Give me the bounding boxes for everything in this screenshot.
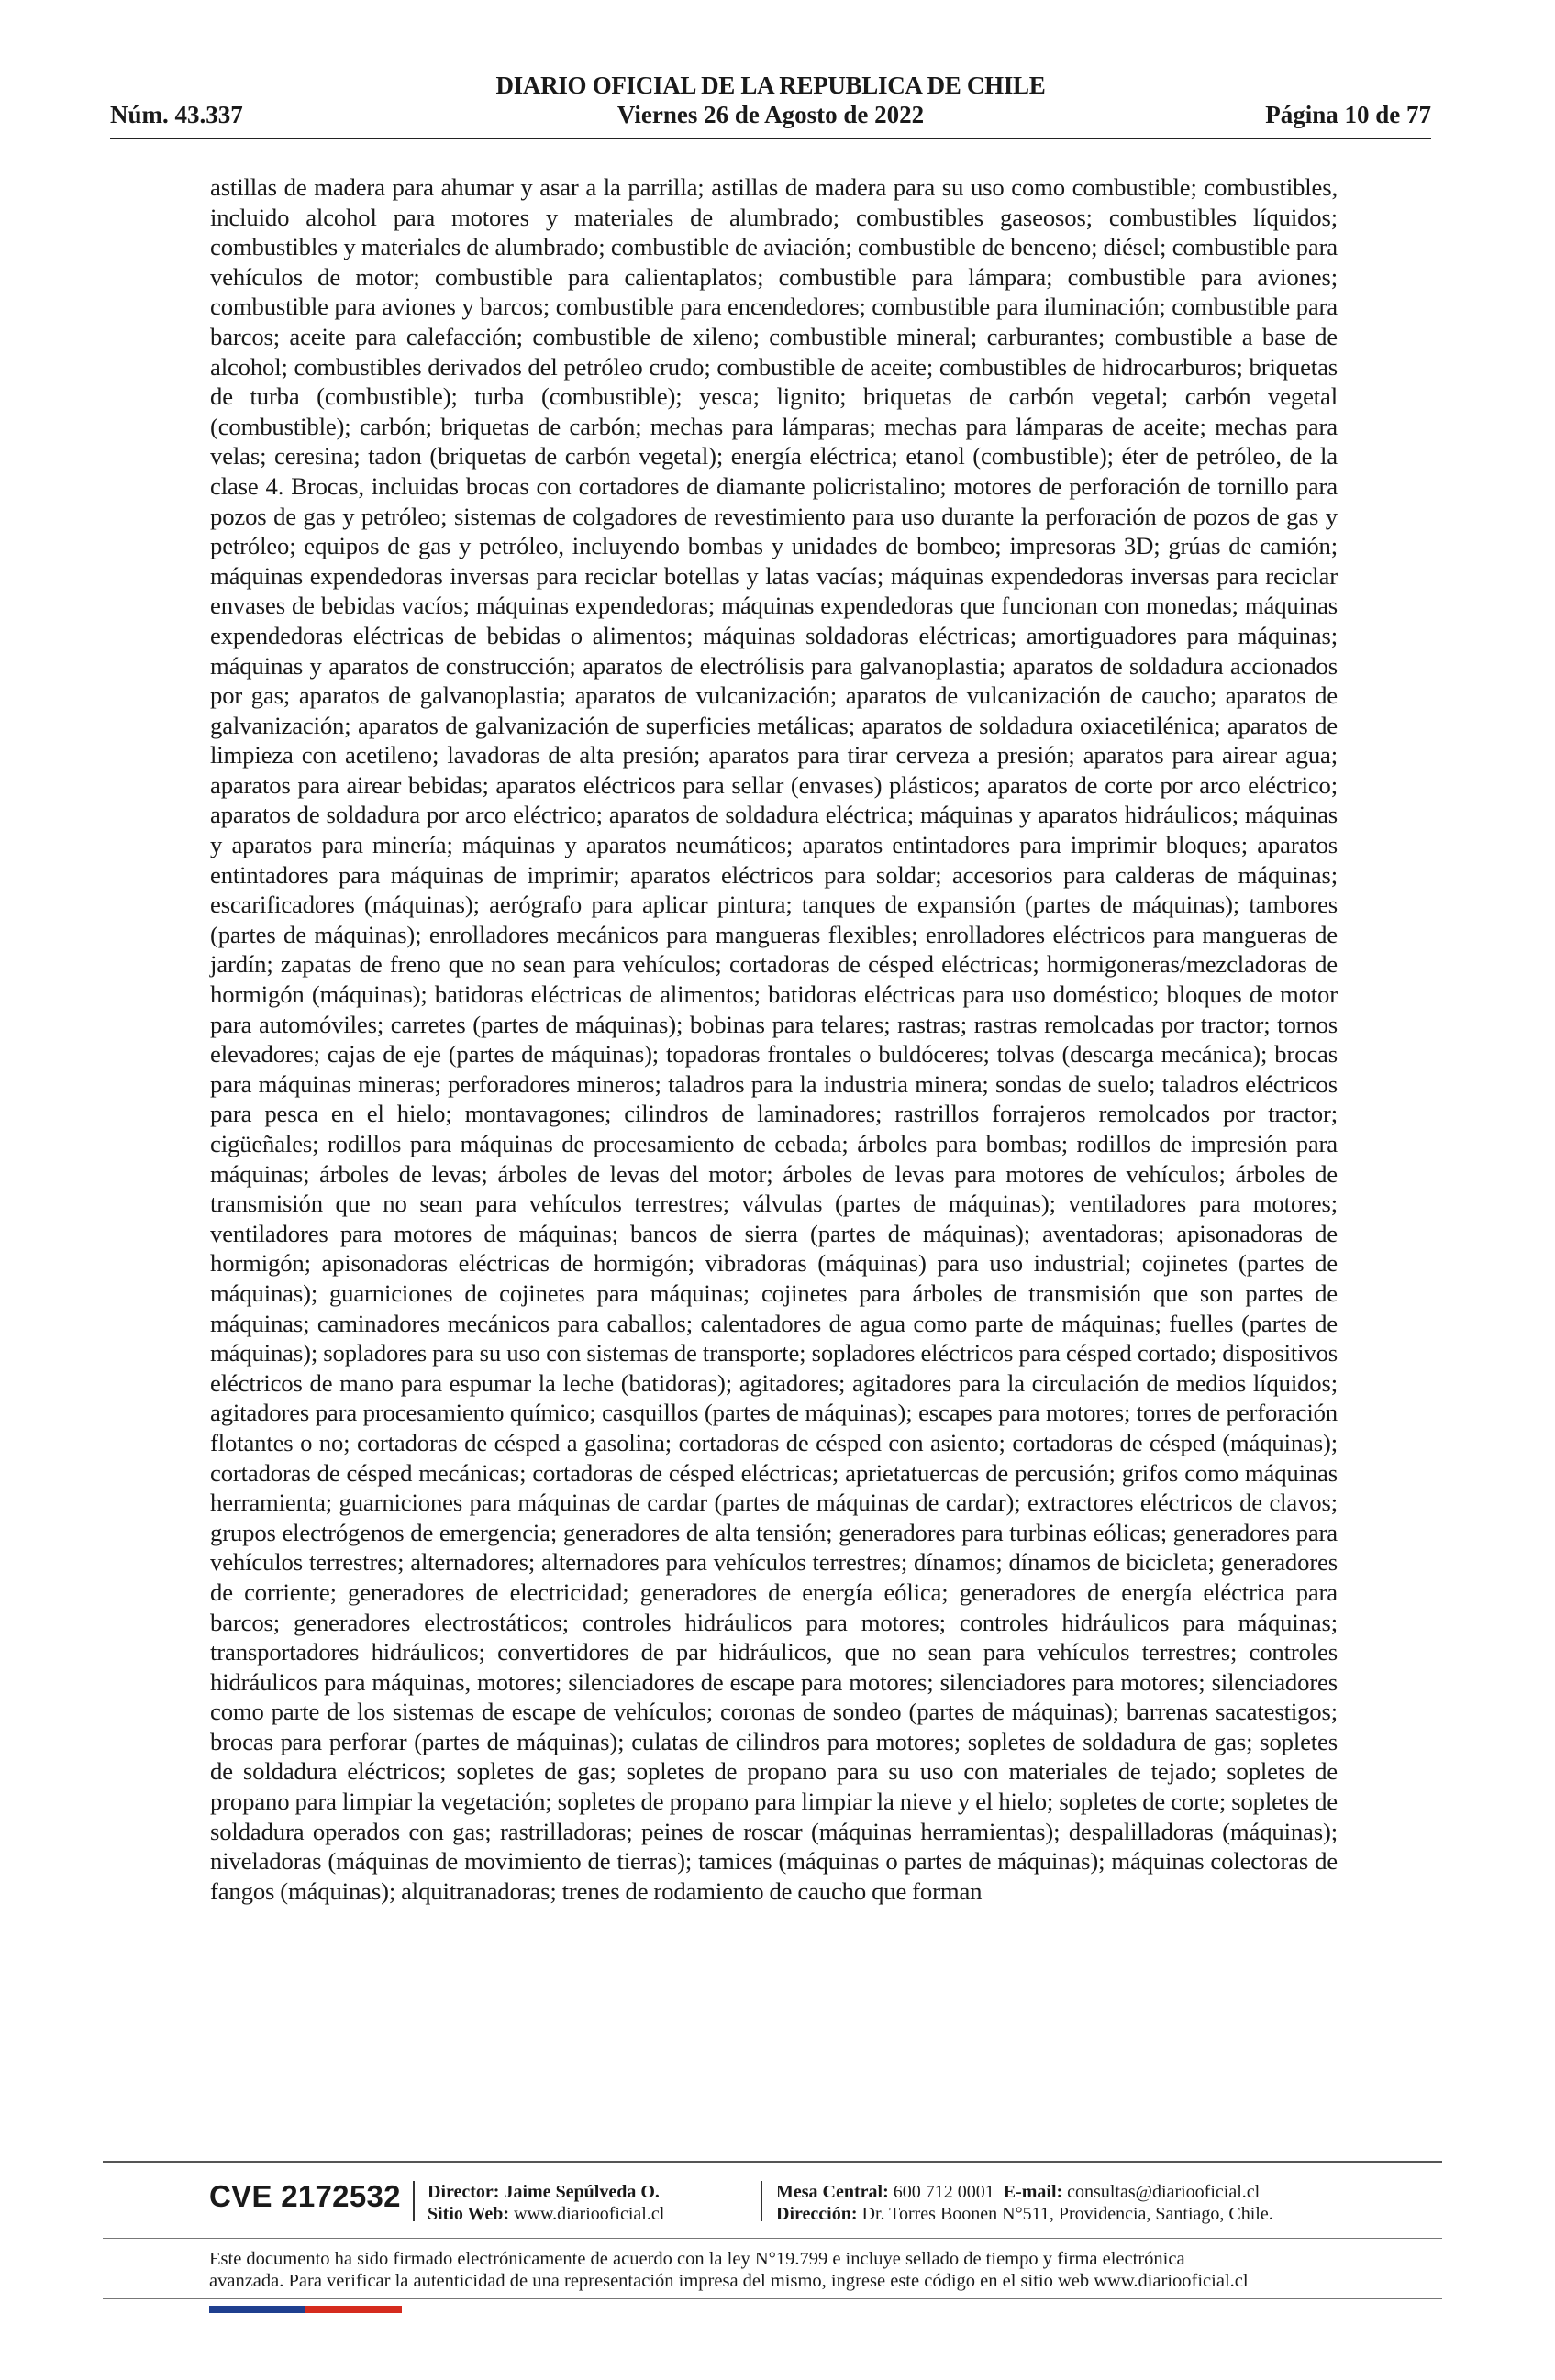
footer-divider-top (103, 2161, 1442, 2163)
website-link[interactable]: www.diariooficial.cl (514, 2204, 665, 2224)
issue-date: Viernes 26 de Agosto de 2022 (616, 101, 925, 128)
phone-label: Mesa Central: (776, 2182, 889, 2202)
page-header (110, 64, 1431, 138)
footer-divider-bottom (103, 2298, 1442, 2299)
legal-notice (209, 2248, 1347, 2292)
legal-notice-line: Este documento ha sido firmado electrónicamente de acuerdo con la ley N°19.799 e incluye sellado de tiempo y firma electrónica (209, 2249, 1185, 2269)
email-label: E-mail: (1003, 2182, 1063, 2202)
legal-notice-line: avanzada. Para verificar la autenticidad de una representación impresa del mismo, ingrese este código en el sitio web www.diariooficial.cl (209, 2271, 1249, 2291)
phone-value: 600 712 0001 (893, 2182, 994, 2202)
contact-info (776, 2181, 1273, 2225)
flag-red-segment (305, 2306, 402, 2313)
director-name: Jaime Sepúlveda O. (504, 2182, 660, 2202)
document-body-text: astillas de madera para ahumar y asar a la parrilla; astillas de madera para su uso como combustible; combustibles, incluido alcohol para motores y materiales de alumbrado; combustibles gaseosos; combustibles líquidos; combustibles y materiales de alumbrado; combustible de aviación; combustible de benceno; diésel; combustible para vehículos de motor; combustible para calientaplatos; combustible para lámpara; combustible para aviones; combustible para aviones y barcos; combustible para encendedores; combustible para iluminación; combustible para barcos; aceite para calefacción; combustible de xileno; combustible mineral; carburantes; combustible a base de alcohol; combustibles derivados del petróleo crudo; combustible de aceite; combustibles de hidrocarburos; briquetas de turba (combustible); turba (combustible); yesca; lignito; briquetas de carbón vegetal; carbón vegetal (combustible); carbón; briquetas de carbón; mechas para lámparas; mechas para lámparas de aceite; mechas para velas; ceresina; tadon (briquetas de carbón vegetal); energía eléctrica; etanol (combustible); éter de petróleo, de la clase 4. Brocas, incluidas brocas con cortadores de diamante policristalino; motores de perforación de tornillo para pozos de gas y petróleo; sistemas de colgadores de revestimiento para uso durante la perforación de pozos de gas y petróleo; equipos de gas y petróleo, incluyendo bombas y unidades de bombeo; impresoras 3D; grúas de camión; máquinas expendedoras inversas para reciclar botellas y latas vacías; máquinas expendedoras inversas para reciclar envases de bebidas vacíos; máquinas expendedoras; máquinas expendedoras que funcionan con monedas; máquinas expendedoras eléctricas de bebidas o alimentos; máquinas soldadoras eléctricas; amortiguadores para máquinas; máquinas y aparatos de construcción; aparatos de electrólisis para galvanoplastia; aparatos de soldadura accionados por gas; aparatos de galvanoplastia; aparatos de vulcanización; aparatos de vulcanización de caucho; aparatos de galvanización; aparatos de galvanización de superficies metálicas; aparatos de soldadura oxiacetilénica; aparatos de limpieza con acetileno; lavadoras de alta presión; aparatos para tirar cerveza a presión; aparatos para airear agua; aparatos para airear bebidas; aparatos eléctricos para sellar (envases) plásticos; aparatos de corte por arco eléctrico; aparatos de soldadura por arco eléctrico; aparatos de soldadura eléctrica; máquinas y aparatos hidráulicos; máquinas y aparatos para minería; máquinas y aparatos neumáticos; aparatos entintadores para imprimir bloques; aparatos entintadores para máquinas de imprimir; aparatos eléctricos para soldar; accesorios para calderas de máquinas; escarificadores (máquinas); aerógrafo para aplicar pintura; tanques de expansión (partes de máquinas); tambores (partes de máquinas); enrolladores mecánicos para mangueras flexibles; enrolladores eléctricos para mangueras de jardín; zapatas de freno que no sean para vehículos; cortadoras de césped eléctricas; hormigoneras/mezcladoras de hormigón (máquinas); batidoras eléctricas de alimentos; batidoras eléctricas para uso doméstico; bloques de motor para automóviles; carretes (partes de máquinas); bobinas para telares; rastras; rastras remolcadas por tractor; tornos elevadores; cajas de eje (partes de máquinas); topadoras frontales o buldóceres; tolvas (descarga mecánica); brocas para máquinas mineras; perforadores mineros; taladros para la industria minera; sondas de suelo; taladros eléctricos para pesca en el hielo; montavagones; cilindros de laminadores; rastrillos forrajeros remolcados por tractor; cigüeñales; rodillos para máquinas de procesamiento de cebada; árboles para bombas; rodillos de impresión para máquinas; árboles de levas; árboles de levas del motor; árboles de levas para motores de vehículos; árboles de transmisión que no sean para vehículos terrestres; válvulas (partes de máquinas); ventiladores para motores; ventiladores para motores de máquinas; bancos de sierra (partes de máquinas); aventadoras; apisonadoras de hormigón; apisonadoras eléctricas de hormigón; vibradoras (máquinas) para uso industrial; cojinetes (partes de máquinas); guarniciones de cojinetes para máquinas; cojinetes para árboles de transmisión que son partes de máquinas; caminadores mecánicos para caballos; calentadores de agua como parte de máquinas; fuelles (partes de máquinas); sopladores para su uso con sistemas de transporte; sopladores eléctricos para césped cortado; dispositivos eléctricos de mano para espumar la leche (batidoras); agitadores; agitadores para la circulación de medios líquidos; agitadores para procesamiento químico; casquillos (partes de máquinas); escapes para motores; torres de perforación flotantes o no; cortadoras de césped a gasolina; cortadoras de césped con asiento; cortadoras de césped (máquinas); cortadoras de césped mecánicas; cortadoras de césped eléctricas; aprietatuercas de percusión; grifos como máquinas herramienta; guarniciones para máquinas de cardar (partes de máquinas de cardar); extractores eléctricos de clavos; grupos electrógenos de emergencia; generadores de alta tensión; generadores para turbinas eólicas; generadores para vehículos terrestres; alternadores; alternadores para vehículos terrestres; dínamos; dínamos de bicicleta; generadores de corriente; generadores de electricidad; generadores de energía eólica; generadores de energía eléctrica para barcos; generadores electrostáticos; controles hidráulicos para motores; controles hidráulicos para máquinas; transportadores hidráulicos; convertidores de par hidráulicos, que no sean para vehículos terrestres; controles hidráulicos para máquinas, motores; silenciadores de escape para motores; silenciadores para motores; silenciadores como parte de los sistemas de escape de vehículos; coronas de sondeo (partes de máquinas); barrenas sacatestigos; brocas para perforar (partes de máquinas); culatas de cilindros para motores; sopletes de soldadura de gas; sopletes de soldadura eléctricos; sopletes de gas; sopletes de propano para su uso con materiales de tejado; sopletes de propano para limpiar la vegetación; sopletes de propano para limpiar la nieve y el hielo; sopletes de corte; sopletes de soldadura operados con gas; rastrilladoras; peines de roscar (máquinas herramientas); despalilladoras (máquinas); niveladoras (máquinas de movimiento de tierras); tamices (máquinas o partes de máquinas); máquinas colectoras de fangos (máquinas); alquitranadoras; trenes de rodamiento de caucho que forman (210, 173, 1338, 1905)
director-info (428, 2181, 664, 2225)
email-link[interactable]: consultas@diariooficial.cl (1067, 2182, 1261, 2202)
issue-number: Núm. 43.337 (110, 101, 243, 128)
footer-separator (761, 2181, 762, 2221)
page-number: Página 10 de 77 (1265, 101, 1431, 128)
flag-blue-segment (209, 2306, 305, 2313)
cve-code: CVE 2172532 (209, 2179, 401, 2213)
director-label: Director: (428, 2182, 500, 2202)
publication-title: DIARIO OFICIAL DE LA REPUBLICA DE CHILE (495, 72, 1046, 99)
address-value: Dr. Torres Boonen N°511, Providencia, Santiago, Chile. (861, 2204, 1273, 2224)
address-label: Dirección: (776, 2204, 858, 2224)
footer-divider-middle (103, 2238, 1442, 2239)
flag-color-bar (209, 2306, 402, 2313)
header-divider (110, 138, 1431, 139)
footer-separator (413, 2181, 415, 2221)
website-label: Sitio Web: (428, 2204, 510, 2224)
